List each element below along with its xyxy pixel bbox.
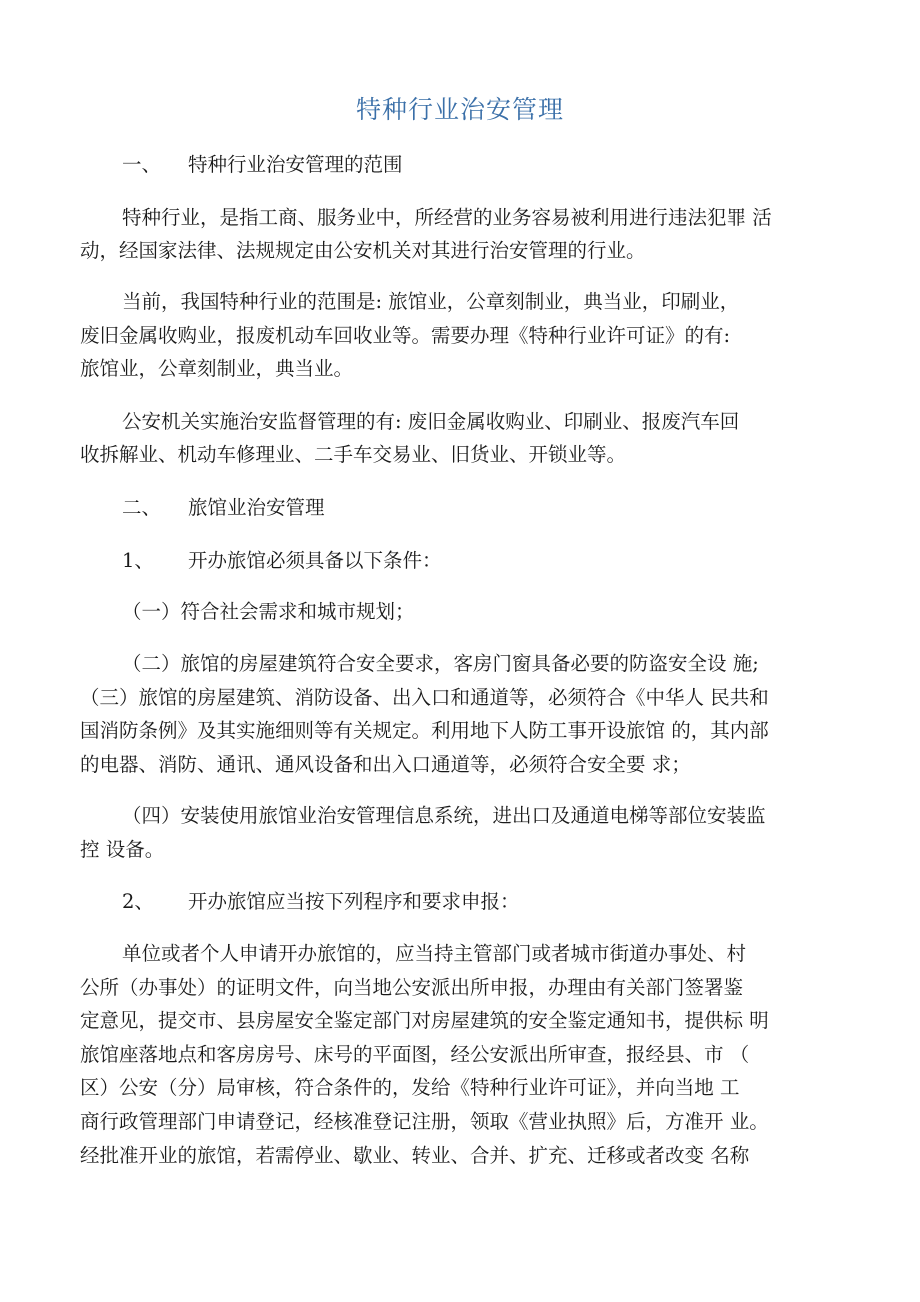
- condition-line: （四）安装使用旅馆业治安管理信息系统，进出口及通道电梯等部位安装监: [122, 804, 766, 827]
- item-text: 开办旅馆必须具备以下条件：: [188, 549, 442, 572]
- item-number: 2、: [122, 890, 154, 913]
- section-number: 一、: [122, 153, 162, 176]
- paragraph-line: 旅馆业，公章刻制业，典当业。: [80, 357, 354, 380]
- condition-line: （二）旅馆的房屋建筑符合安全要求，客房门窗具备必要的防盗安全设 施;: [122, 652, 759, 675]
- section-heading-text: 特种行业治安管理的范围: [188, 153, 403, 176]
- numbered-item-2: [122, 889, 520, 915]
- paragraph-line: 旅馆座落地点和客房房号、床号的平面图，经公安派出所审查，报经县、市 （: [80, 1043, 750, 1066]
- section-heading-2: [122, 495, 325, 521]
- section-number: 二、: [122, 496, 162, 519]
- paragraph-line: 公安机关实施治安监督管理的有: 废旧金属收购业、印刷业、报废汽车回: [122, 410, 740, 433]
- paragraph-line: 单位或者个人申请开办旅馆的，应当持主管部门或者城市街道办事处、村: [122, 942, 747, 965]
- paragraph-line: 商行政管理部门申请登记，经核准登记注册，领取《营业执照》后，方准开 业。: [80, 1110, 769, 1133]
- paragraph-line: 动，经国家法律、法规规定由公安机关对其进行治安管理的行业。: [80, 239, 646, 262]
- condition-line: 的电器、消防、通讯、通风设备和出入口通道等，必须符合安全要 求；: [80, 753, 691, 776]
- condition-line: （一）符合社会需求和城市规划；: [122, 600, 415, 623]
- section-heading-text: 旅馆业治安管理: [188, 496, 325, 519]
- paragraph-line: 废旧金属收购业，报废机动车回收业等。需要办理《特种行业许可证》的有:: [80, 324, 731, 347]
- paragraph-line: 经批准开业的旅馆，若需停业、歇业、转业、合并、扩充、迁移或者改变 名称: [80, 1144, 750, 1167]
- item-number: 1、: [122, 549, 154, 572]
- paragraph-line: 区）公安（分）局审核，符合条件的，发给《特种行业许可证》，并向当地 工: [80, 1076, 740, 1099]
- item-text: 开办旅馆应当按下列程序和要求申报：: [188, 890, 520, 913]
- paragraph-line: 特种行业，是指工商、服务业中，所经营的业务容易被利用进行违法犯罪 活: [122, 206, 772, 229]
- numbered-item-1: [122, 548, 442, 574]
- condition-line: 国消防条例》及其实施细则等有关规定。利用地下人防工事开设旅馆 的，其内部: [80, 719, 769, 742]
- condition-line: 控 设备。: [80, 838, 165, 861]
- section-heading-1: [122, 152, 403, 178]
- paragraph-line: 定意见，提交市、县房屋安全鉴定部门对房屋建筑的安全鉴定通知书，提供标 明: [80, 1009, 769, 1032]
- paragraph-line: 公所（办事处）的证明文件，向当地公安派出所申报，办理由有关部门签署鉴: [80, 976, 744, 999]
- document-title: 特种行业治安管理: [355, 95, 564, 124]
- paragraph-line: 当前，我国特种行业的范围是: 旅馆业，公章刻制业，典当业，印刷业，: [122, 290, 740, 313]
- paragraph-line: 收拆解业、机动车修理业、二手车交易业、旧货业、开锁业等。: [80, 443, 627, 466]
- condition-line: （三）旅馆的房屋建筑、消防设备、出入口和通道等，必须符合《中华人 民共和: [80, 686, 769, 709]
